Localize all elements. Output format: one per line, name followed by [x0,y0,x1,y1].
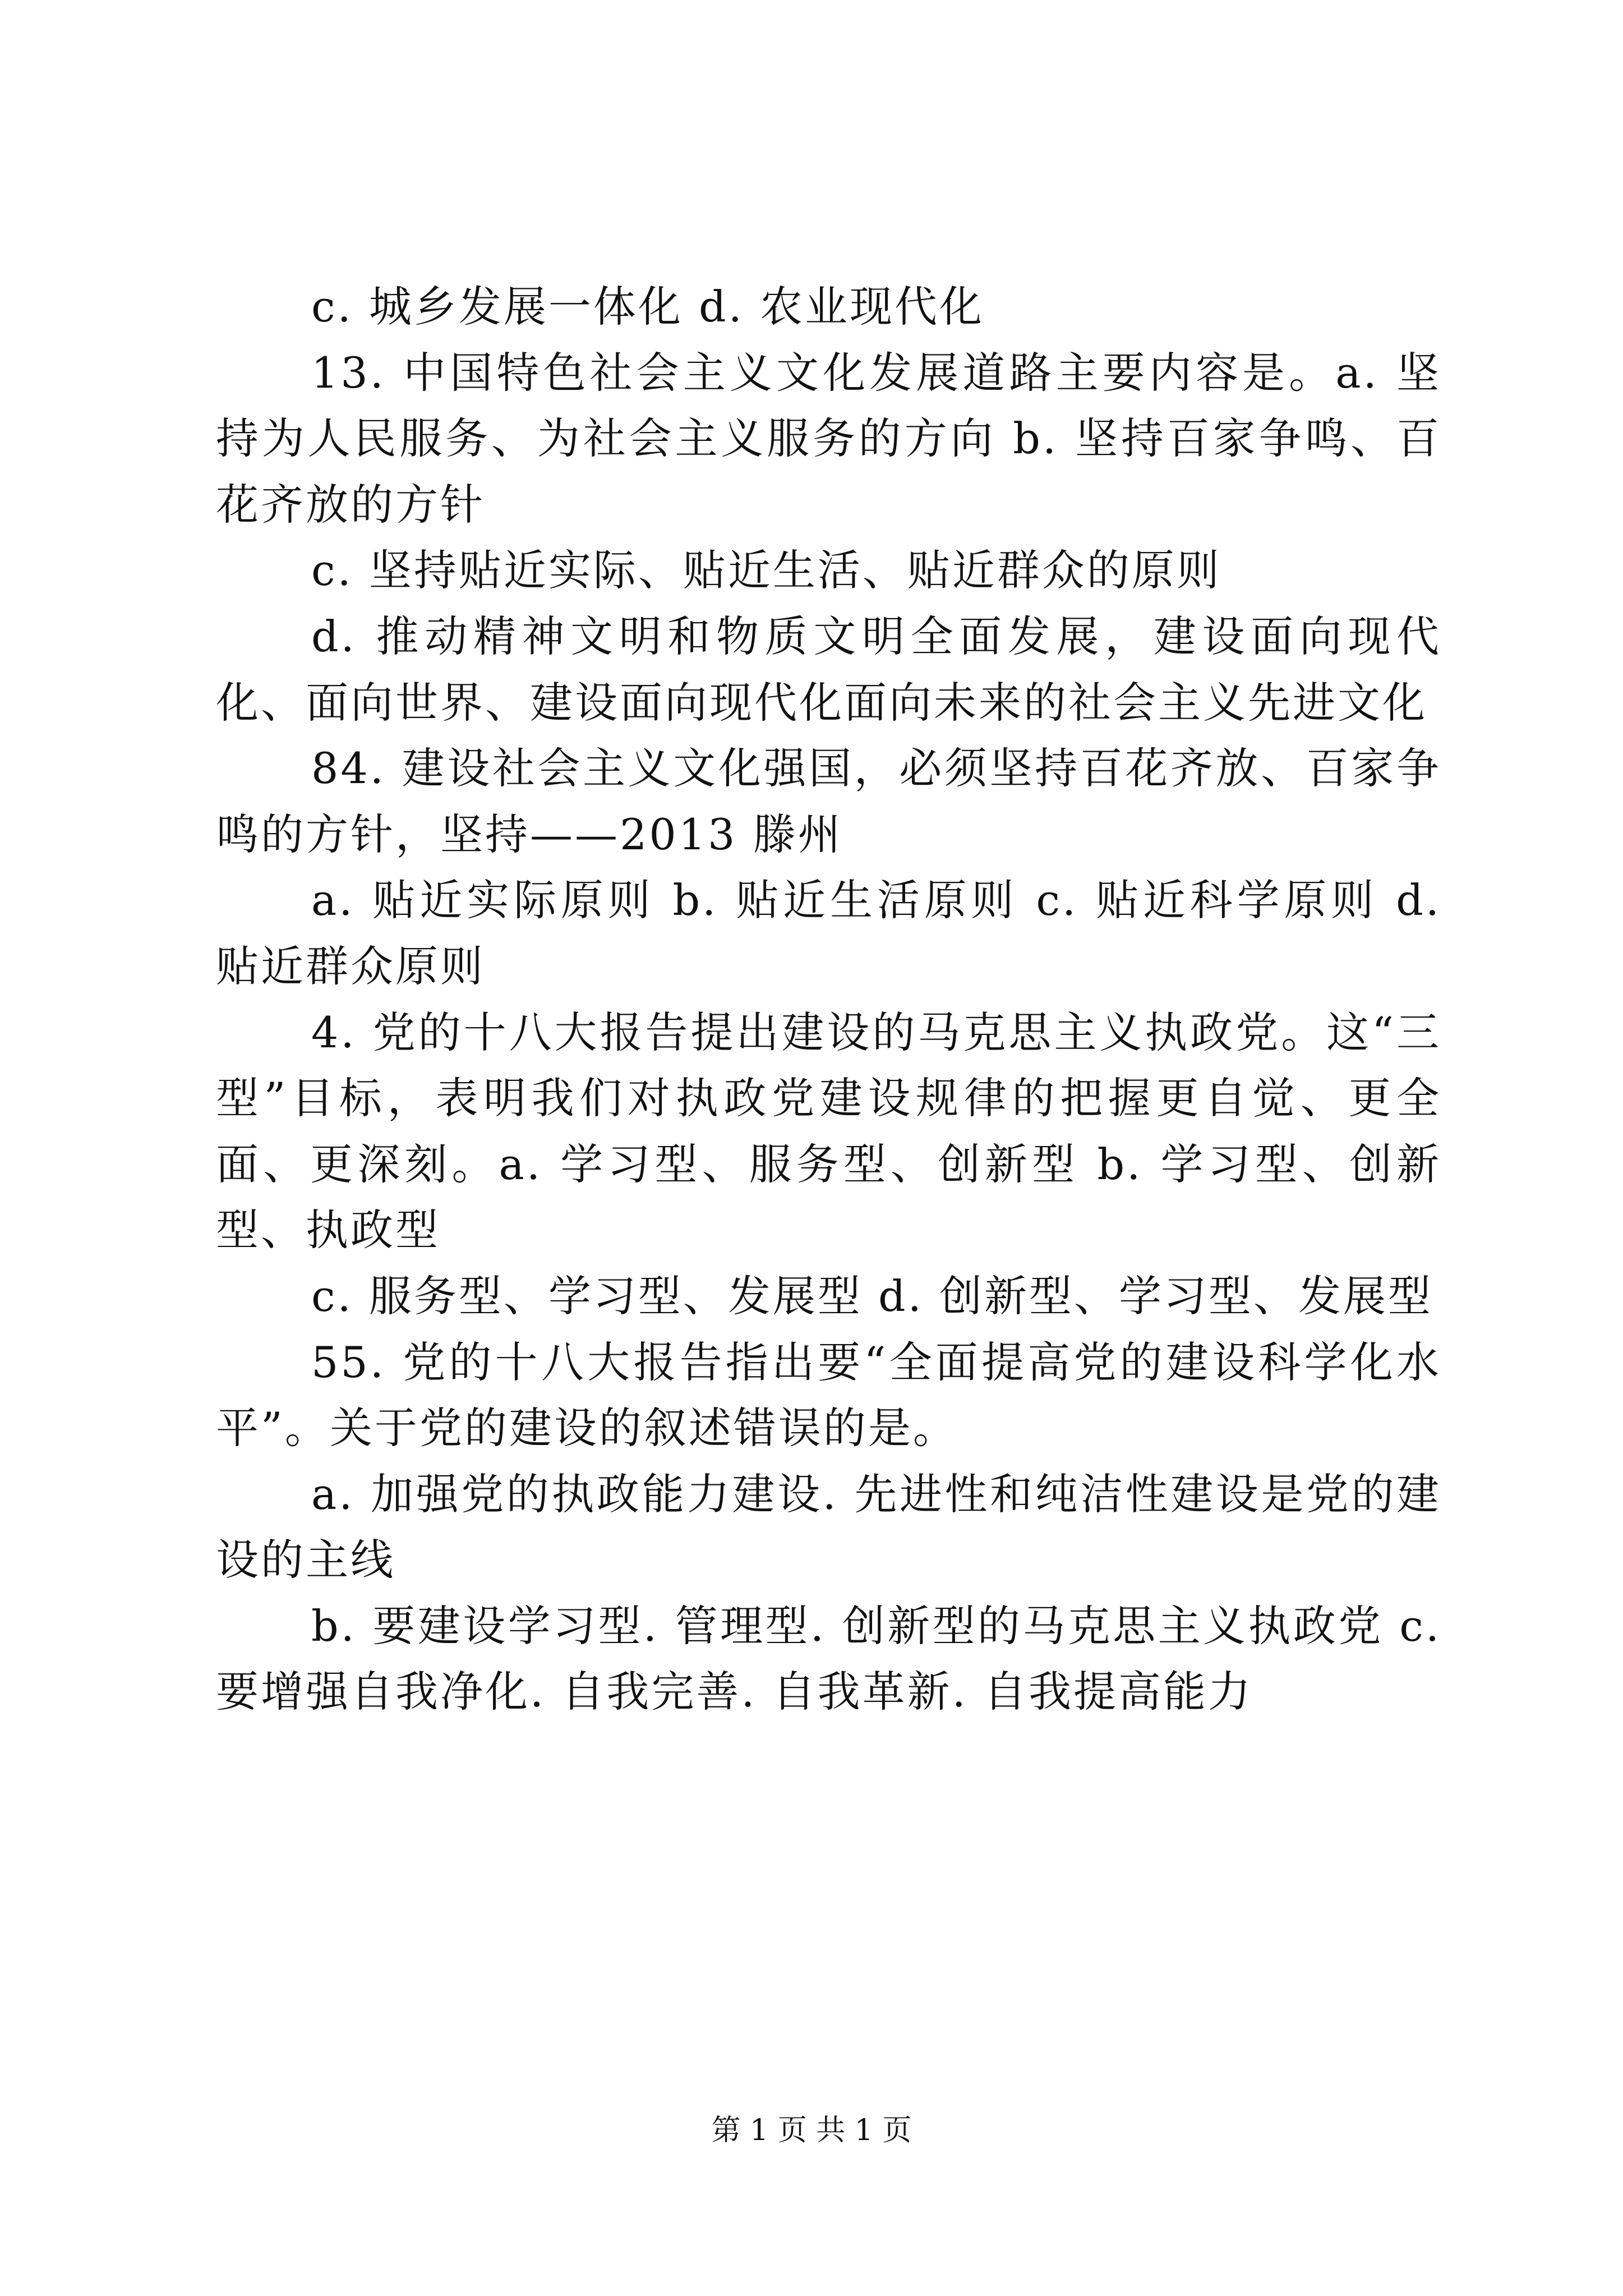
paragraph-7: 4. 党的十八大报告提出建设的马克思主义执政党。这“三型”目标，表明我们对执政党建设规律的把握更自觉、更全面、更深刻。a. 学习型、服务型、创新型 b. 学习型、创新型、执政型 [216,1007,1441,1255]
paragraph-8: c. 服务型、学习型、发展型 d. 创新型、学习型、发展型 [311,1271,1433,1321]
paragraph-2: 13. 中国特色社会主义文化发展道路主要内容是。a. 坚持为人民服务、为社会主义服务的方向 b. 坚持百家争鸣、百花齐放的方针 [216,347,1441,530]
paragraph-10: a. 加强党的执政能力建设. 先进性和纯洁性建设是党的建设的主线 [216,1469,1441,1585]
paragraph-6: a. 贴近实际原则 b. 贴近生活原则 c. 贴近科学原则 d. 贴近群众原则 [216,875,1441,991]
paragraph-11: b. 要建设学习型. 管理型. 创新型的马克思主义执政党 c. 要增强自我净化. 自我完善. 自我革新. 自我提高能力 [216,1600,1441,1717]
paragraph-9: 55. 党的十八大报告指出要“全面提高党的建设科学化水平”。关于党的建设的叙述错误的是。 [216,1337,1441,1453]
document-body [216,274,1441,1725]
paragraph-4: d. 推动精神文明和物质文明全面发展，建设面向现代化、面向世界、建设面向现代化面向未来的社会主义先进文化 [216,611,1441,728]
paragraph-5: 84. 建设社会主义文化强国，必须坚持百花齐放、百家争鸣的方针，坚持——2013 滕州 [216,743,1441,859]
paragraph-3: c. 坚持贴近实际、贴近生活、贴近群众的原则 [311,545,1221,596]
paragraph-1: c. 城乡发展一体化 d. 农业现代化 [311,282,985,332]
page-footer: 第 1 页 共 1 页 [711,2114,912,2147]
